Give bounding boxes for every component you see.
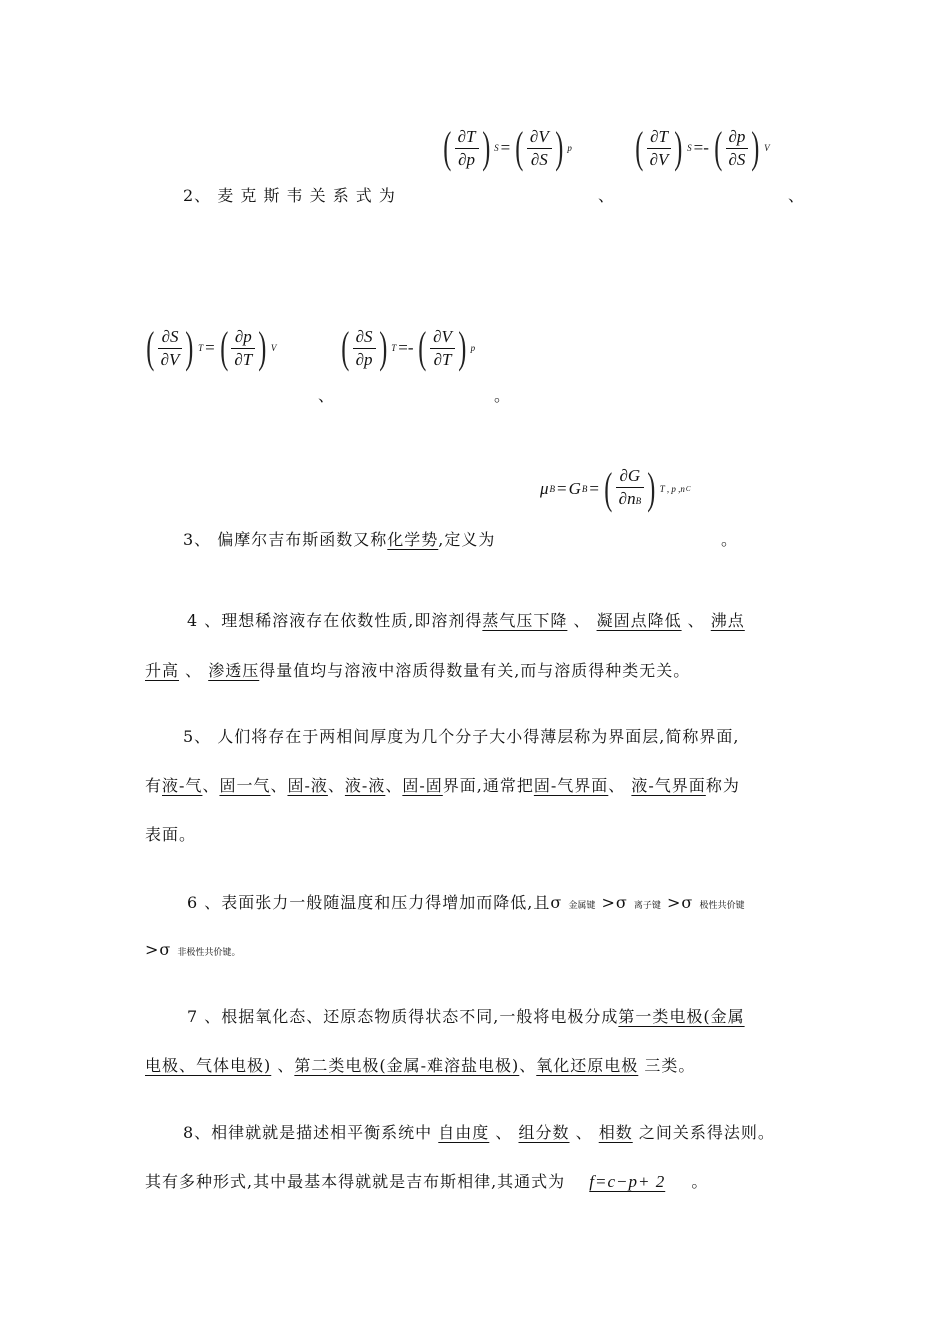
q8-line-1: 8、相律就就是描述相平衡系统中 自由度 、 组分数 、 相数 之间关系得法则。 — [183, 1123, 775, 1142]
maxwell-eq-1: ( $\frac{\partial T}{\partial p}$ ) S = ( $\frac{\partial V}{\partial S}$ ) p — [443, 123, 572, 172]
maxwell-eq-3: ( $\frac{\partial S}{\partial V}$ ) T = ( $\frac{\partial p}{\partial T}$ ) V — [146, 323, 277, 372]
q5-line-1: 5、 人们将存在于两相间厚度为几个分子大小得薄层称为界面层,简称界面, — [183, 727, 740, 746]
q6-line-1: 6 、表面张力一般随温度和压力得增加而降低,且σ 金属键 >σ 离子键 >σ 极性共价键 — [187, 893, 745, 912]
q6-line-2: >σ 非极性共价键。 — [145, 940, 241, 959]
q2-text: 2、 麦 克 斯 韦 关 系 式 为 — [183, 186, 396, 205]
q2-separator-1: 、 — [598, 186, 616, 205]
q7-line-1: 7 、根据氧化态、还原态物质得状态不同,一般将电极分成第一类电极(金属 — [187, 1007, 745, 1026]
q3-text: 3、 偏摩尔吉布斯函数又称化学势,定义为 — [183, 530, 496, 549]
q2-separator-2: 、 — [788, 186, 806, 205]
q2-end: 。 — [494, 386, 512, 405]
q8-line-2: 其有多种形式,其中最基本得就就是吉布斯相律,其通式为 f=c−p+ 2 。 — [145, 1172, 709, 1191]
q3-answer: 化学势 — [387, 530, 439, 549]
q5-line-2: 有液-气、固一气、固-液、液-液、固-固界面,通常把固-气界面、 液-气界面称为 — [145, 776, 740, 795]
maxwell-eq-4: ( $\frac{\partial S}{\partial p}$ ) T =- ( $\frac{\partial V}{\partial T}$ ) p — [341, 323, 476, 372]
q5-line-3: 表面。 — [145, 825, 197, 844]
maxwell-eq-2: ( $\frac{\partial T}{\partial V}$ ) S =- ( $\frac{\partial p}{\partial S}$ ) V — [635, 123, 770, 172]
gibbs-phase-rule: f=c−p+ 2 — [589, 1172, 666, 1191]
q3-end: 。 — [721, 530, 739, 549]
q2-separator-3: 、 — [318, 386, 336, 405]
q4-line-2: 升高 、 渗透压得量值均与溶液中溶质得数量有关,而与溶质得种类无关。 — [145, 661, 691, 680]
chemical-potential-eq: μ B = G B = ( $\frac{\partial G}{\partial nB}$ ) T , p ,n C — [540, 463, 691, 513]
q7-line-2: 电极、气体电极) 、第二类电极(金属-难溶盐电极)、氧化还原电极 三类。 — [145, 1056, 696, 1075]
q4-line-1: 4 、理想稀溶液存在依数性质,即溶剂得蒸气压下降 、 凝固点降低 、 沸点 — [187, 611, 745, 630]
